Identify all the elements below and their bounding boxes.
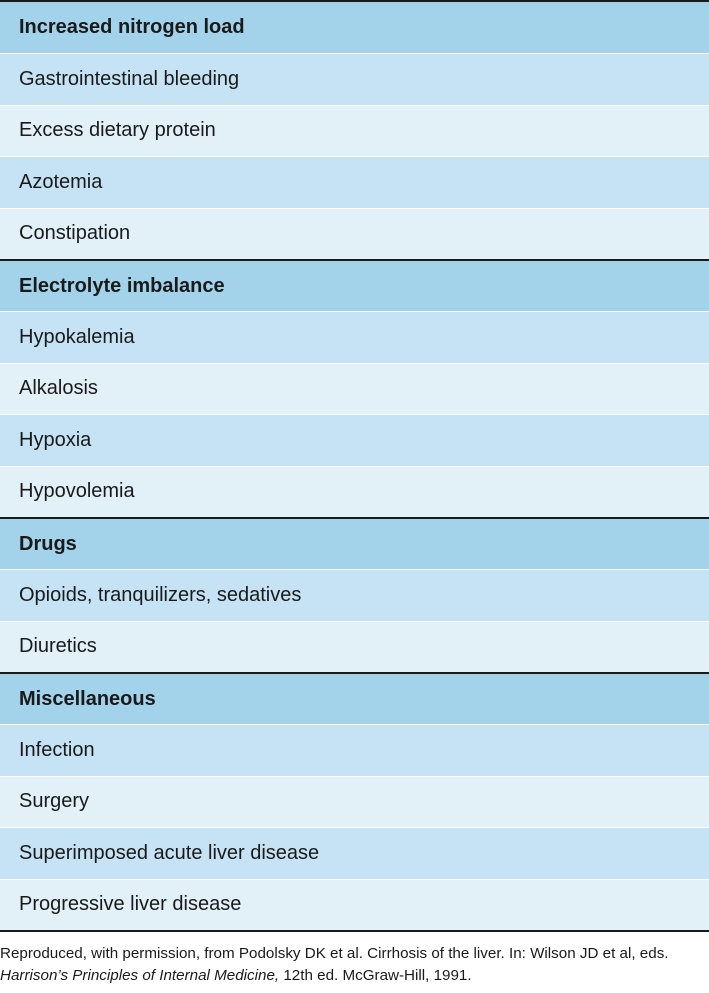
table-row: Surgery (0, 776, 709, 828)
section-header: Increased nitrogen load (0, 2, 709, 53)
section-header: Electrolyte imbalance (0, 259, 709, 311)
footnote-edition: 12th ed. McGraw-Hill, 1991. (279, 967, 472, 984)
table-row: Hypovolemia (0, 466, 709, 518)
table-row: Hypoxia (0, 414, 709, 466)
table-row: Opioids, tranquilizers, sedatives (0, 569, 709, 621)
table-row: Hypokalemia (0, 311, 709, 363)
table-row: Excess dietary protein (0, 105, 709, 157)
table-row: Constipation (0, 208, 709, 260)
footnote-book-title: Harrison’s Principles of Internal Medicine, (0, 967, 280, 984)
table-row: Superimposed acute liver disease (0, 827, 709, 879)
section-header: Drugs (0, 517, 709, 569)
footnote (0, 943, 709, 987)
table-row: Alkalosis (0, 363, 709, 415)
table-row: Gastrointestinal bleeding (0, 53, 709, 105)
table-row: Diuretics (0, 621, 709, 673)
table-row: Progressive liver disease (0, 879, 709, 931)
section-header: Miscellaneous (0, 672, 709, 724)
footnote-text: Reproduced, with permission, from Podolsky DK et al. Cirrhosis of the liver. In: Wilson JD et al, eds. (0, 945, 669, 962)
table-row: Azotemia (0, 156, 709, 208)
table-row: Infection (0, 724, 709, 776)
